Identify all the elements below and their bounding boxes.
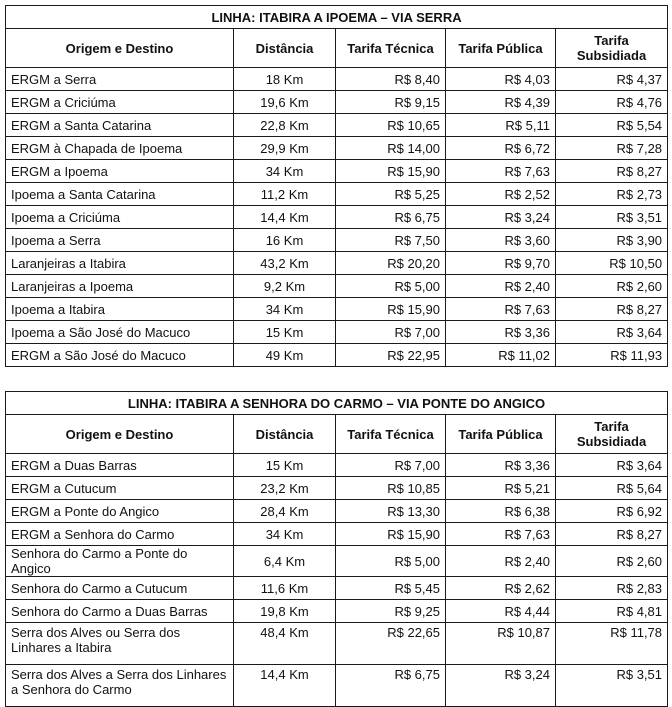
tarifa-tecnica-cell: R$ 6,75	[336, 665, 446, 707]
route-cell: ERGM a Serra	[6, 68, 234, 91]
tarifa-subsidiada-cell: R$ 2,60	[556, 275, 668, 298]
tarifa-publica-cell: R$ 4,39	[446, 91, 556, 114]
tarifa-subsidiada-cell: R$ 5,54	[556, 114, 668, 137]
table-row	[6, 600, 668, 623]
table-title: LINHA: ITABIRA A SENHORA DO CARMO – VIA PONTE DO ANGICO	[6, 392, 668, 415]
table-row	[6, 68, 668, 91]
tarifa-publica-cell: R$ 2,52	[446, 183, 556, 206]
route-cell: Senhora do Carmo a Ponte do Angico	[6, 546, 234, 577]
tarifa-tecnica-cell: R$ 15,90	[336, 160, 446, 183]
tarifa-publica-cell: R$ 3,36	[446, 454, 556, 477]
tarifa-subsidiada-cell: R$ 2,60	[556, 546, 668, 577]
distance-cell: 34 Km	[234, 523, 336, 546]
table-row	[6, 183, 668, 206]
tarifa-tecnica-cell: R$ 10,85	[336, 477, 446, 500]
tarifa-subsidiada-cell: R$ 8,27	[556, 298, 668, 321]
tarifa-publica-cell: R$ 7,63	[446, 160, 556, 183]
distance-cell: 29,9 Km	[234, 137, 336, 160]
tarifa-tecnica-cell: R$ 7,50	[336, 229, 446, 252]
table-row	[6, 623, 668, 665]
distance-cell: 15 Km	[234, 454, 336, 477]
tarifa-publica-cell: R$ 7,63	[446, 298, 556, 321]
tarifa-subsidiada-cell: R$ 6,92	[556, 500, 668, 523]
table-header-row	[6, 415, 668, 454]
route-cell: Laranjeiras a Itabira	[6, 252, 234, 275]
tarifa-tecnica-cell: R$ 7,00	[336, 321, 446, 344]
tarifa-tecnica-cell: R$ 22,95	[336, 344, 446, 367]
tarifa-publica-cell: R$ 5,21	[446, 477, 556, 500]
tarifa-publica-cell: R$ 10,87	[446, 623, 556, 665]
tarifa-tecnica-cell: R$ 10,65	[336, 114, 446, 137]
tarifa-tecnica-cell: R$ 22,65	[336, 623, 446, 665]
tarifa-subsidiada-cell: R$ 3,51	[556, 206, 668, 229]
distance-cell: 14,4 Km	[234, 665, 336, 707]
tarifa-publica-cell: R$ 6,72	[446, 137, 556, 160]
route-cell: Ipoema a Criciúma	[6, 206, 234, 229]
route-cell: ERGM a Santa Catarina	[6, 114, 234, 137]
tarifa-tecnica-cell: R$ 5,00	[336, 546, 446, 577]
tarifa-tecnica-cell: R$ 7,00	[336, 454, 446, 477]
tarifa-subsidiada-cell: R$ 8,27	[556, 523, 668, 546]
header-tarifa-tecnica: Tarifa Técnica	[336, 29, 446, 68]
route-cell: ERGM a Duas Barras	[6, 454, 234, 477]
tarifa-subsidiada-cell: R$ 11,93	[556, 344, 668, 367]
distance-cell: 28,4 Km	[234, 500, 336, 523]
table-row	[6, 252, 668, 275]
distance-cell: 15 Km	[234, 321, 336, 344]
distance-cell: 34 Km	[234, 160, 336, 183]
tarifa-publica-cell: R$ 2,40	[446, 546, 556, 577]
route-cell: ERGM a São José do Macuco	[6, 344, 234, 367]
tarifa-publica-cell: R$ 3,24	[446, 665, 556, 707]
tarifa-publica-cell: R$ 3,60	[446, 229, 556, 252]
table-row	[6, 206, 668, 229]
table-row	[6, 344, 668, 367]
tarifa-subsidiada-cell: R$ 10,50	[556, 252, 668, 275]
tarifa-tecnica-cell: R$ 5,45	[336, 577, 446, 600]
tarifa-tecnica-cell: R$ 6,75	[336, 206, 446, 229]
route-cell: ERGM a Cutucum	[6, 477, 234, 500]
tarifa-subsidiada-cell: R$ 3,64	[556, 321, 668, 344]
header-route: Origem e Destino	[6, 415, 234, 454]
distance-cell: 18 Km	[234, 68, 336, 91]
route-cell: Serra dos Alves a Serra dos Linhares a Senhora do Carmo	[6, 665, 234, 707]
route-cell: ERGM a Senhora do Carmo	[6, 523, 234, 546]
route-cell: Ipoema a Serra	[6, 229, 234, 252]
tarifa-subsidiada-cell: R$ 4,76	[556, 91, 668, 114]
table-row	[6, 577, 668, 600]
tarifa-publica-cell: R$ 7,63	[446, 523, 556, 546]
table-row	[6, 137, 668, 160]
header-route: Origem e Destino	[6, 29, 234, 68]
route-cell: Serra dos Alves ou Serra dos Linhares a Itabira	[6, 623, 234, 665]
tarifa-subsidiada-cell: R$ 3,64	[556, 454, 668, 477]
tarifa-publica-cell: R$ 2,62	[446, 577, 556, 600]
tarifa-subsidiada-cell: R$ 5,64	[556, 477, 668, 500]
header-distance: Distância	[234, 29, 336, 68]
tarifa-subsidiada-cell: R$ 3,90	[556, 229, 668, 252]
tarifa-publica-cell: R$ 6,38	[446, 500, 556, 523]
table-title-row	[6, 6, 668, 29]
tarifa-tecnica-cell: R$ 14,00	[336, 137, 446, 160]
distance-cell: 23,2 Km	[234, 477, 336, 500]
tarifa-tecnica-cell: R$ 5,25	[336, 183, 446, 206]
tarifa-subsidiada-cell: R$ 2,73	[556, 183, 668, 206]
distance-cell: 9,2 Km	[234, 275, 336, 298]
tarifa-publica-cell: R$ 4,03	[446, 68, 556, 91]
route-cell: Ipoema a São José do Macuco	[6, 321, 234, 344]
table-row	[6, 546, 668, 577]
distance-cell: 43,2 Km	[234, 252, 336, 275]
tarifa-publica-cell: R$ 11,02	[446, 344, 556, 367]
tarifa-subsidiada-cell: R$ 7,28	[556, 137, 668, 160]
table-title-row	[6, 392, 668, 415]
tarifa-tecnica-cell: R$ 5,00	[336, 275, 446, 298]
distance-cell: 19,8 Km	[234, 600, 336, 623]
tarifa-subsidiada-cell: R$ 4,37	[556, 68, 668, 91]
table-row	[6, 160, 668, 183]
distance-cell: 6,4 Km	[234, 546, 336, 577]
route-cell: Laranjeiras a Ipoema	[6, 275, 234, 298]
route-cell: ERGM a Ipoema	[6, 160, 234, 183]
tarifa-publica-cell: R$ 3,24	[446, 206, 556, 229]
route-cell: Senhora do Carmo a Duas Barras	[6, 600, 234, 623]
tarifa-publica-cell: R$ 4,44	[446, 600, 556, 623]
table-row	[6, 91, 668, 114]
tarifa-subsidiada-cell: R$ 2,83	[556, 577, 668, 600]
table-row	[6, 500, 668, 523]
fare-table-senhora-do-carmo	[5, 391, 668, 707]
tarifa-subsidiada-cell: R$ 4,81	[556, 600, 668, 623]
table-header-row	[6, 29, 668, 68]
table-row	[6, 477, 668, 500]
tarifa-tecnica-cell: R$ 13,30	[336, 500, 446, 523]
header-tarifa-publica: Tarifa Pública	[446, 29, 556, 68]
distance-cell: 16 Km	[234, 229, 336, 252]
tarifa-publica-cell: R$ 5,11	[446, 114, 556, 137]
distance-cell: 48,4 Km	[234, 623, 336, 665]
tarifa-subsidiada-cell: R$ 3,51	[556, 665, 668, 707]
table-row	[6, 275, 668, 298]
tarifa-subsidiada-cell: R$ 8,27	[556, 160, 668, 183]
route-cell: ERGM a Ponte do Angico	[6, 500, 234, 523]
distance-cell: 22,8 Km	[234, 114, 336, 137]
tarifa-publica-cell: R$ 2,40	[446, 275, 556, 298]
tarifa-tecnica-cell: R$ 15,90	[336, 523, 446, 546]
tarifa-subsidiada-cell: R$ 11,78	[556, 623, 668, 665]
table-row	[6, 523, 668, 546]
tarifa-tecnica-cell: R$ 15,90	[336, 298, 446, 321]
distance-cell: 49 Km	[234, 344, 336, 367]
table-row	[6, 114, 668, 137]
route-cell: ERGM à Chapada de Ipoema	[6, 137, 234, 160]
table-row	[6, 229, 668, 252]
header-tarifa-tecnica: Tarifa Técnica	[336, 415, 446, 454]
tarifa-publica-cell: R$ 9,70	[446, 252, 556, 275]
header-tarifa-subsidiada: Tarifa Subsidiada	[556, 29, 668, 68]
distance-cell: 14,4 Km	[234, 206, 336, 229]
tarifa-tecnica-cell: R$ 9,15	[336, 91, 446, 114]
distance-cell: 11,2 Km	[234, 183, 336, 206]
tarifa-tecnica-cell: R$ 20,20	[336, 252, 446, 275]
route-cell: ERGM a Criciúma	[6, 91, 234, 114]
route-cell: Ipoema a Itabira	[6, 298, 234, 321]
distance-cell: 11,6 Km	[234, 577, 336, 600]
tarifa-tecnica-cell: R$ 8,40	[336, 68, 446, 91]
fare-table-ipoema	[5, 5, 668, 367]
tarifa-tecnica-cell: R$ 9,25	[336, 600, 446, 623]
route-cell: Ipoema a Santa Catarina	[6, 183, 234, 206]
header-tarifa-publica: Tarifa Pública	[446, 415, 556, 454]
table-row	[6, 321, 668, 344]
table-row	[6, 665, 668, 707]
distance-cell: 34 Km	[234, 298, 336, 321]
table-row	[6, 298, 668, 321]
header-tarifa-subsidiada: Tarifa Subsidiada	[556, 415, 668, 454]
distance-cell: 19,6 Km	[234, 91, 336, 114]
table-row	[6, 454, 668, 477]
header-distance: Distância	[234, 415, 336, 454]
tarifa-publica-cell: R$ 3,36	[446, 321, 556, 344]
route-cell: Senhora do Carmo a Cutucum	[6, 577, 234, 600]
table-title: LINHA: ITABIRA A IPOEMA – VIA SERRA	[6, 6, 668, 29]
